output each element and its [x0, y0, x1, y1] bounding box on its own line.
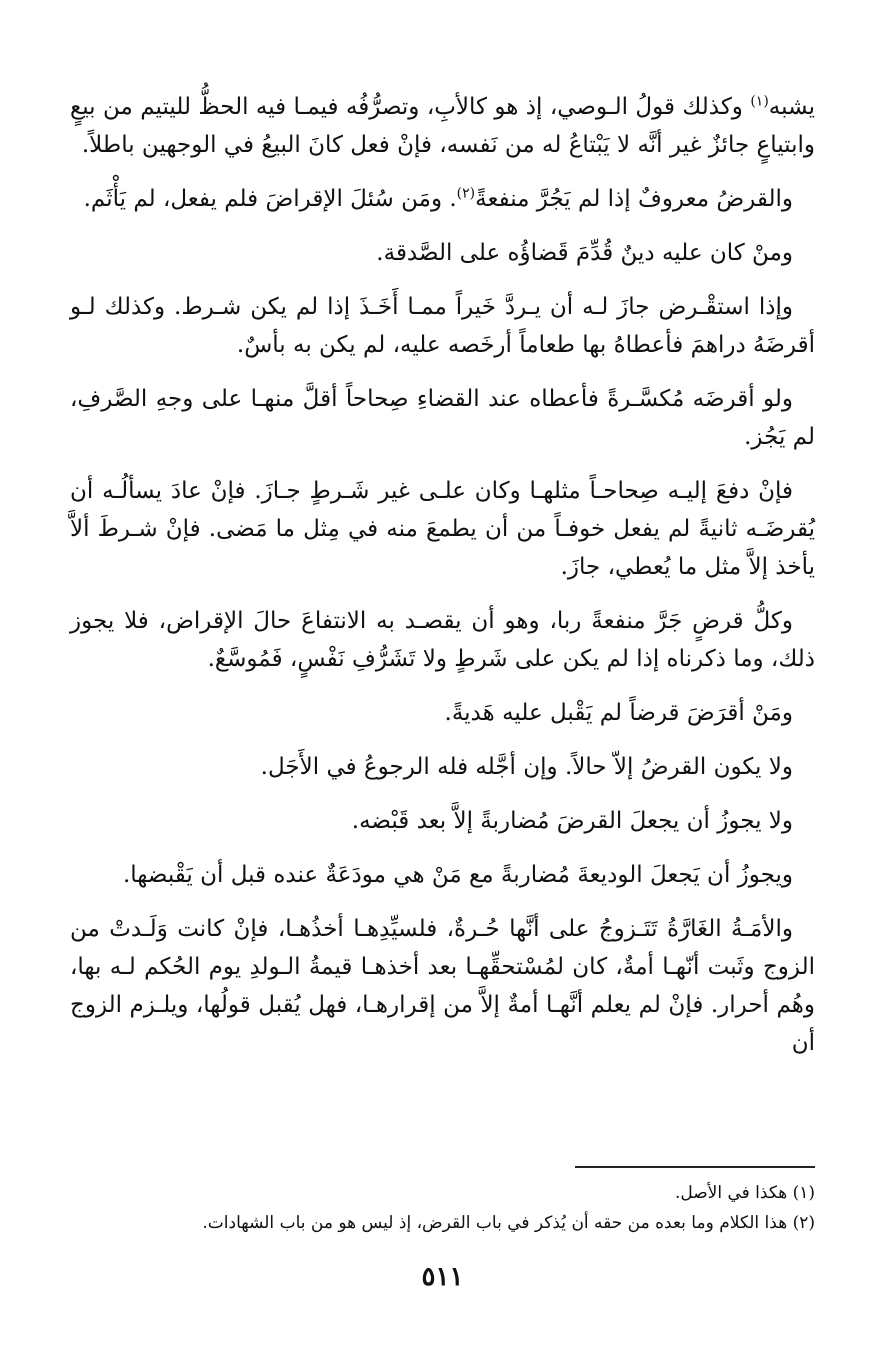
paragraph-6: فإنْ دفعَ إليـه صِحاحـاً مثلهـا وكان علـى غير شَـرطٍ جـازَ. فإنْ عادَ يسألُـه أن يُقرضَـه ثانيةً لم يفعل خوفـاً من أن يطمعَ منه في مِثل ما مَضى. فإنْ شـرطَ ألاَّ يأخذ إلاَّ مثل ما يُعطي، جازَ.	[70, 478, 815, 580]
footnote-ref-1: (١)	[750, 93, 769, 110]
paragraph-3: ومنْ كان عليه دينٌ قُدِّمَ قَضاؤُه على الصَّدقة.	[376, 240, 793, 266]
paragraph-1-start: يشبه	[768, 94, 815, 120]
paragraph-1-rest: وكذلك قولُ الـوصي، إذ هو كالأبِ، وتصرُّفُه فيمـا فيه الحظُّ لليتيم من بيعٍ وابتياعٍ جائزٌ غير أنَّه لا يَبْتاعُ له من نَفسه، فإنْ فعل كانَ البيعُ في الوجهين باطلاً.	[70, 94, 815, 158]
paragraph-10: ولا يجوزُ أن يجعلَ القرضَ مُضاربةً إلاَّ بعد قَبْضه.	[351, 808, 793, 834]
paragraph-9: ولا يكون القرضُ إلاّ حالاً. وإن أجَّله فله الرجوعُ في الأَجَل.	[260, 754, 793, 780]
paragraph-7: وكلُّ قرضٍ جَرَّ منفعةً ربا، وهو أن يقصـد به الانتفاعَ حالَ الإقراض، فلا يجوز ذلك، وما ذكرناه إذا لم يكن على شَرطٍ ولا تَشَرُّفِ نَفْسٍ، فَمُوسَّعٌ.	[70, 608, 815, 672]
page-number: ٥١١	[421, 1262, 464, 1292]
paragraph-11: ويجوزُ أن يَجعلَ الوديعةَ مُضاربةً مع مَنْ هي مودَعَةٌ عنده قبل أن يَقْبضها.	[122, 862, 793, 888]
paragraph-4: وإذا استقْـرض جازَ لـه أن يـردَّ خَيراً ممـا أَخَـذَ إذا لم يكن شـرط. وكذلك لـو أقرضَهُ دراهمَ فأعطاهُ بها طعاماً أرخَصه عليه، لم يكن به بأسٌ.	[70, 294, 815, 358]
page-body	[70, 88, 815, 1078]
paragraph-12: والأمَـةُ الغَارَّةُ تَتَـزوجُ على أنَّها حُـرةٌ، فلسيِّدِهـا أخذُهـا، فإنْ كانت وَلَـدتْ من الزوج وثَبت أنّهـا أمةٌ، كان لمُسْتحقِّهـا بعد أخذهـا قيمةُ الـولدِ يوم الحُكم لـه بها، وهُم أحرار. فإنْ لم يعلم أنَّهـا أمةٌ إلاَّ من إقرارهـا، فهل يُقبل قولُها، ويلـزم الزوج أن	[70, 916, 815, 1056]
paragraph-1	[70, 88, 815, 164]
paragraph-8: ومَنْ أقرَضَ قرضاً لم يَقْبل عليه هَديةً.	[444, 700, 793, 726]
footnote-2: (٢) هذا الكلام وما بعده من حقه أن يُذكر في باب القرض، إذ ليس هو من باب الشهادات.	[202, 1213, 815, 1233]
paragraph-2-rest: . ومَن سُئلَ الإقراضَ فلم يفعل، لم يَأْثَم.	[83, 186, 457, 212]
paragraph-2	[70, 180, 815, 218]
paragraph-5: ولو أقرضَه مُكسَّـرةً فأعطاه عند القضاءِ صِحاحاً أقلَّ منهـا على وجهِ الصَّرفِ، لم يَجُز.	[70, 386, 815, 450]
paragraph-2-start: والقرضُ معروفٌ إذا لم يَجُرَّ منفعةً	[475, 186, 793, 212]
footnotes	[70, 1178, 815, 1238]
footnote-ref-2: (٢)	[456, 185, 476, 202]
footnote-separator	[575, 1166, 815, 1168]
footnote-1: (١) هكذا في الأصل.	[674, 1183, 815, 1203]
